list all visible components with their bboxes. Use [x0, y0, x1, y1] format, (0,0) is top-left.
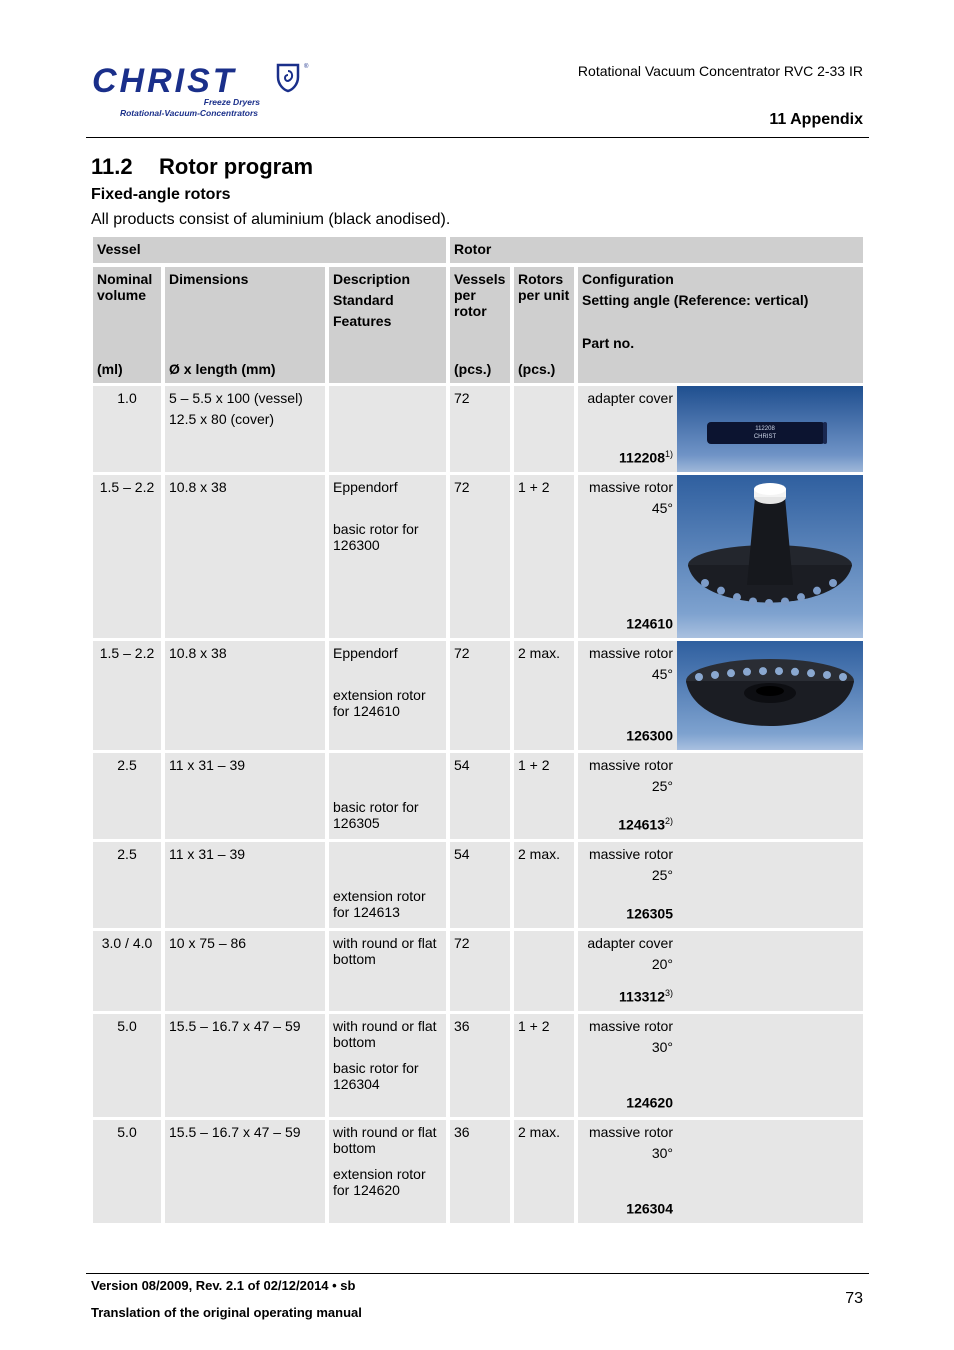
cell-volume: 3.0 / 4.0	[93, 931, 161, 1011]
cell-volume: 2.5	[93, 842, 161, 928]
cell-vessels: 54	[450, 753, 510, 839]
cell-dimensions: 11 x 31 – 39	[165, 842, 325, 928]
footnote-marker: 1)	[664, 449, 673, 460]
cell-configuration: massive rotor 45° 124610	[578, 475, 677, 638]
cell-rotors: 1 + 2	[514, 753, 574, 839]
cell-rotors: 1 + 2	[514, 475, 574, 638]
cell-vessels: 72	[450, 931, 510, 1011]
section-title	[91, 154, 313, 180]
cell-rotors	[514, 931, 574, 1011]
cell-configuration: massive rotor 30° 126304	[578, 1120, 677, 1223]
cell-dimensions: 11 x 31 – 39	[165, 753, 325, 839]
cell-dimensions: 15.5 – 16.7 x 47 – 59	[165, 1014, 325, 1117]
footnote-marker: 3)	[664, 988, 673, 999]
cell-description	[329, 386, 446, 472]
cell-rotors: 2 max.	[514, 842, 574, 928]
subsection-title: Fixed-angle rotors	[91, 186, 231, 203]
part-number: 126305	[626, 906, 673, 922]
cell-configuration: massive rotor 25° 124613$^{2)}$	[578, 753, 677, 839]
cell-image-empty	[677, 842, 863, 928]
cell-description: Eppendorf extension rotor for 124610	[329, 641, 446, 750]
cell-description: with round or flat bottom basic rotor for 126304	[329, 1014, 446, 1117]
cell-volume: 1.5 – 2.2	[93, 641, 161, 750]
col-description: Description Standard Features	[329, 267, 446, 383]
part-number: 124620	[626, 1095, 673, 1111]
cell-image-empty	[677, 1014, 863, 1117]
footer-translation: Translation of the original operating manual	[91, 1305, 362, 1320]
col-nominal-volume: Nominal volume (ml)	[93, 267, 161, 383]
col-dimensions: Dimensions Ø x length (mm)	[165, 267, 325, 383]
cell-description: extension rotor for 124613	[329, 842, 446, 928]
cell-vessels: 36	[450, 1014, 510, 1117]
logo-tagline-1: Freeze Dryers	[203, 97, 260, 107]
cell-dimensions: 5 – 5.5 x 100 (vessel) 12.5 x 80 (cover)	[165, 386, 325, 472]
christ-logo	[90, 60, 320, 120]
part-number: 113312	[619, 989, 665, 1005]
cell-volume: 1.0	[93, 386, 161, 472]
group-rotor-header: Rotor	[450, 237, 863, 263]
cell-rotors	[514, 386, 574, 472]
svg-text:®: ®	[304, 64, 309, 70]
cell-configuration: massive rotor 30° 124620	[578, 1014, 677, 1117]
cell-image-empty	[677, 753, 863, 839]
adapter-cover-photo	[677, 386, 863, 472]
part-number: 112208	[619, 450, 665, 466]
part-number: 124613	[618, 817, 665, 833]
page-header	[86, 50, 869, 138]
cell-configuration: massive rotor 25° 126305	[578, 842, 677, 928]
basic-rotor-photo	[677, 475, 863, 638]
footnote-marker: 2)	[664, 816, 673, 827]
footer-version: Version 08/2009, Rev. 2.1 of 02/12/2014 • sb	[91, 1278, 356, 1293]
col-rotors-per-unit: Rotors per unit (pcs.)	[514, 267, 574, 383]
cell-configuration: adapter cover 112208$^{1)}$	[578, 386, 677, 472]
footer-divider	[86, 1273, 869, 1274]
logo-brand: CHRIST	[92, 62, 237, 100]
intro-text: All products consist of aluminium (black anodised).	[91, 211, 451, 228]
cell-image-empty	[677, 931, 863, 1011]
cell-vessels: 54	[450, 842, 510, 928]
cell-description: basic rotor for 126305	[329, 753, 446, 839]
document-title: Rotational Vacuum Concentrator RVC 2-33 IR	[577, 63, 863, 79]
cell-dimensions: 10.8 x 38	[165, 475, 325, 638]
cell-rotors: 2 max.	[514, 641, 574, 750]
chapter-title: 11 Appendix	[769, 111, 863, 128]
cell-vessels: 72	[450, 386, 510, 472]
cell-volume: 5.0	[93, 1120, 161, 1223]
cell-volume: 5.0	[93, 1014, 161, 1117]
section-heading: Rotor program	[159, 154, 313, 179]
logo-swirl-icon	[278, 65, 298, 91]
cell-description: with round or flat bottom extension rotor for 124620	[329, 1120, 446, 1223]
cell-dimensions: 15.5 – 16.7 x 47 – 59	[165, 1120, 325, 1223]
cell-configuration: adapter cover 20° 113312$^{3)}$	[578, 931, 677, 1011]
page-number: 73	[845, 1290, 863, 1307]
part-number: 126304	[626, 1201, 673, 1217]
cell-volume: 2.5	[93, 753, 161, 839]
cell-volume: 1.5 – 2.2	[93, 475, 161, 638]
cell-vessels: 72	[450, 641, 510, 750]
cell-image-empty	[677, 1120, 863, 1223]
cell-description: Eppendorf basic rotor for 126300	[329, 475, 446, 638]
logo-tagline-2: Rotational-Vacuum-Concentrators	[119, 108, 258, 118]
cover-label: 112208	[755, 426, 775, 432]
col-vessels-per-rotor: Vessels per rotor (pcs.)	[450, 267, 510, 383]
col-configuration: Configuration Setting angle (Reference: vertical) Part no.	[578, 267, 863, 383]
cell-vessels: 36	[450, 1120, 510, 1223]
cell-vessels: 72	[450, 475, 510, 638]
part-number: 126300	[626, 728, 673, 744]
cell-description: with round or flat bottom	[329, 931, 446, 1011]
cell-rotors: 2 max.	[514, 1120, 574, 1223]
cell-configuration: massive rotor 45° 126300	[578, 641, 677, 750]
part-number: 124610	[626, 616, 673, 632]
extension-rotor-photo	[677, 641, 863, 750]
section-number: 11.2	[91, 154, 133, 179]
svg-text:CHRIST: CHRIST	[753, 434, 777, 440]
cell-dimensions: 10 x 75 – 86	[165, 931, 325, 1011]
cell-dimensions: 10.8 x 38	[165, 641, 325, 750]
cell-rotors: 1 + 2	[514, 1014, 574, 1117]
group-vessel-header: Vessel	[93, 237, 446, 263]
